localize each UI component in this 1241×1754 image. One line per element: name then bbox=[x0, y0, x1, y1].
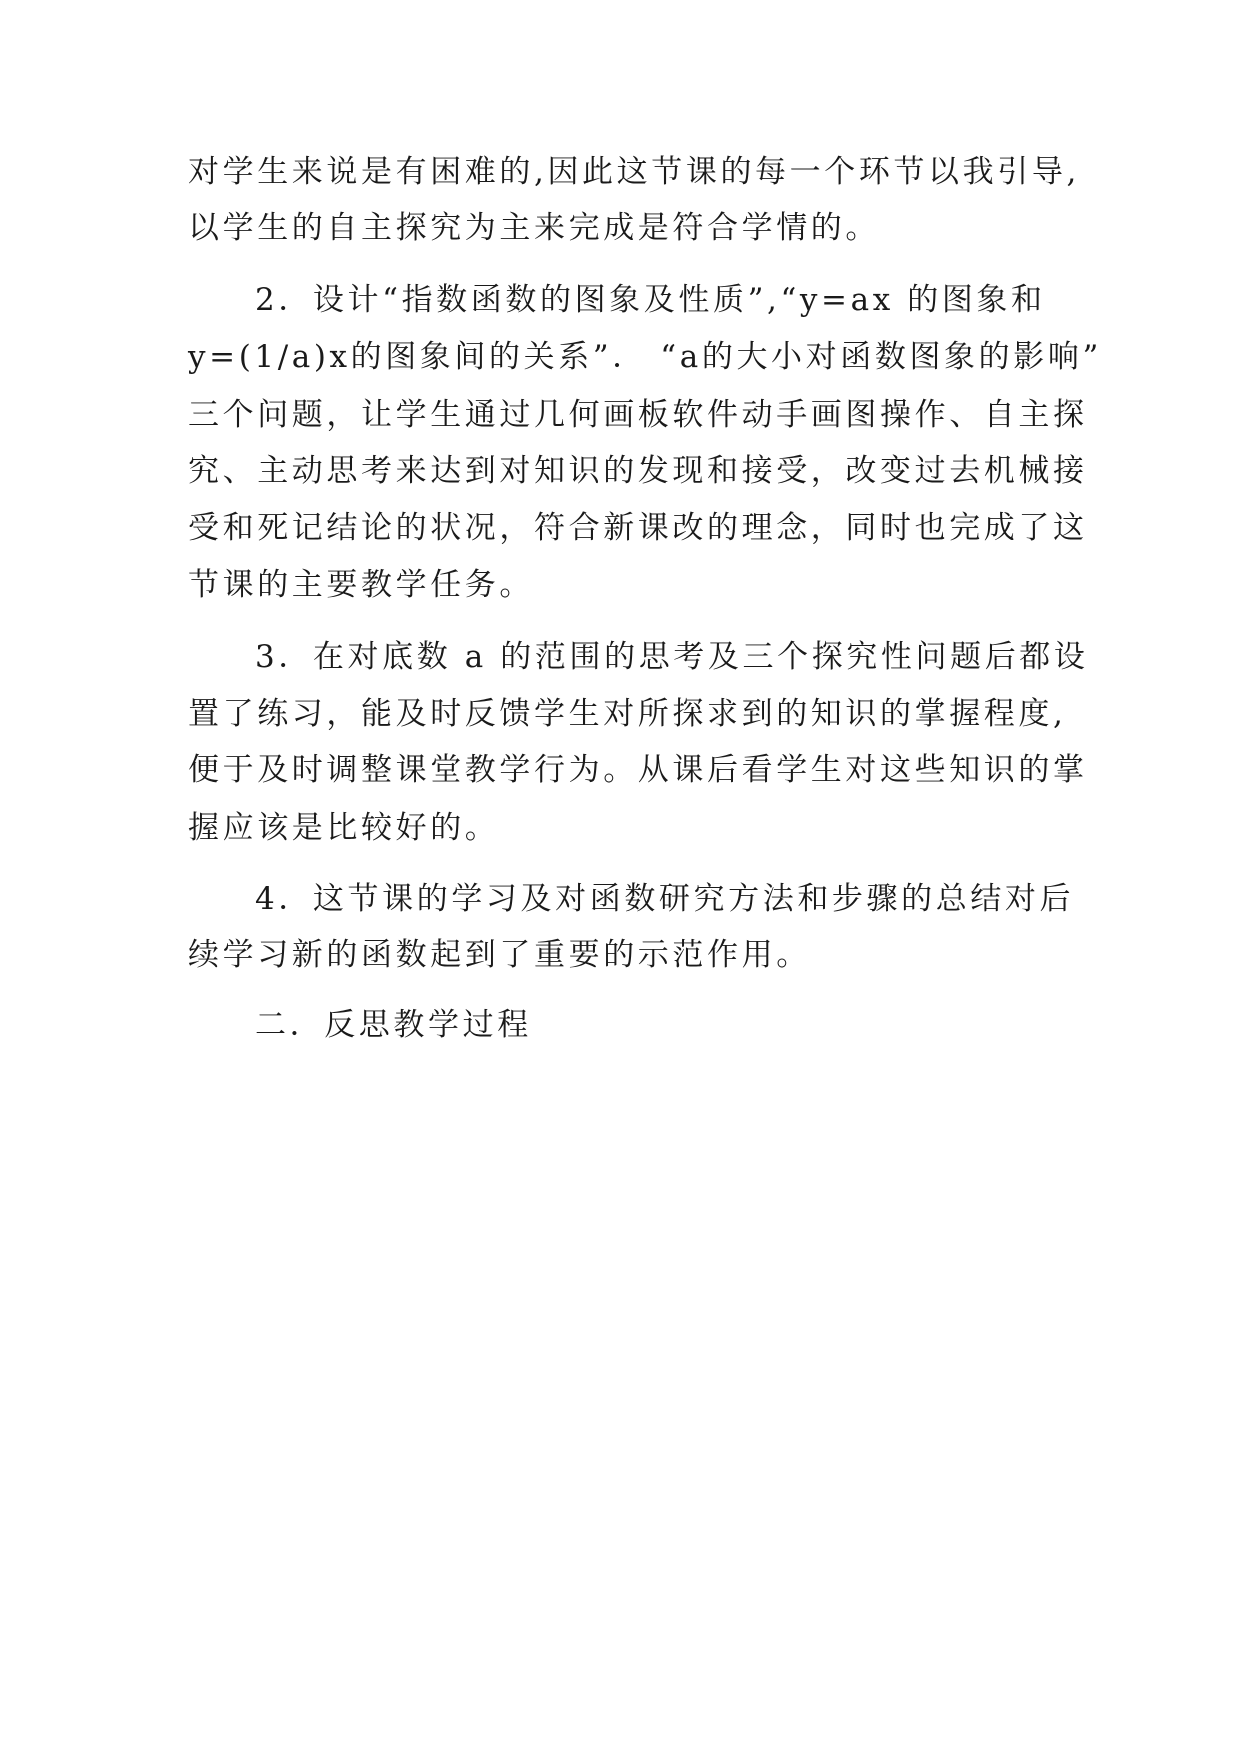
text-line: 握应该是比较好的。 bbox=[188, 810, 500, 846]
text-line: 续学习新的函数起到了重要的示范作用。 bbox=[188, 937, 811, 973]
text-line: 三个问题，让学生通过几何画板软件动手画图操作、自主探 bbox=[188, 397, 1088, 433]
text-line: 究、主动思考来达到对知识的发现和接受，改变过去机械接 bbox=[188, 453, 1088, 489]
text-line: 便于及时调整课堂教学行为。从课后看学生对这些知识的掌 bbox=[188, 752, 1088, 788]
text-line: 对学生来说是有困难的,因此这节课的每一个环节以我引导, bbox=[188, 154, 1080, 190]
text-line: 2．设计“指数函数的图象及性质”,“y=ax 的图象和 bbox=[255, 282, 1046, 318]
section-heading: 二．反思教学过程 bbox=[255, 1007, 532, 1043]
text-line: 节课的主要教学任务。 bbox=[188, 567, 534, 603]
text-line: 3．在对底数 a 的范围的思考及三个探究性问题后都设 bbox=[255, 639, 1089, 675]
text-line: y=(1/a)x的图象间的关系”． “a的大小对函数图象的影响” bbox=[188, 339, 1102, 375]
text-line: 置了练习，能及时反馈学生对所探求到的知识的掌握程度, bbox=[188, 696, 1067, 732]
text-line: 4．这节课的学习及对函数研究方法和步骤的总结对后 bbox=[255, 881, 1075, 917]
text-line: 以学生的自主探究为主来完成是符合学情的。 bbox=[188, 210, 880, 246]
text-line: 受和死记结论的状况，符合新课改的理念，同时也完成了这 bbox=[188, 510, 1088, 546]
